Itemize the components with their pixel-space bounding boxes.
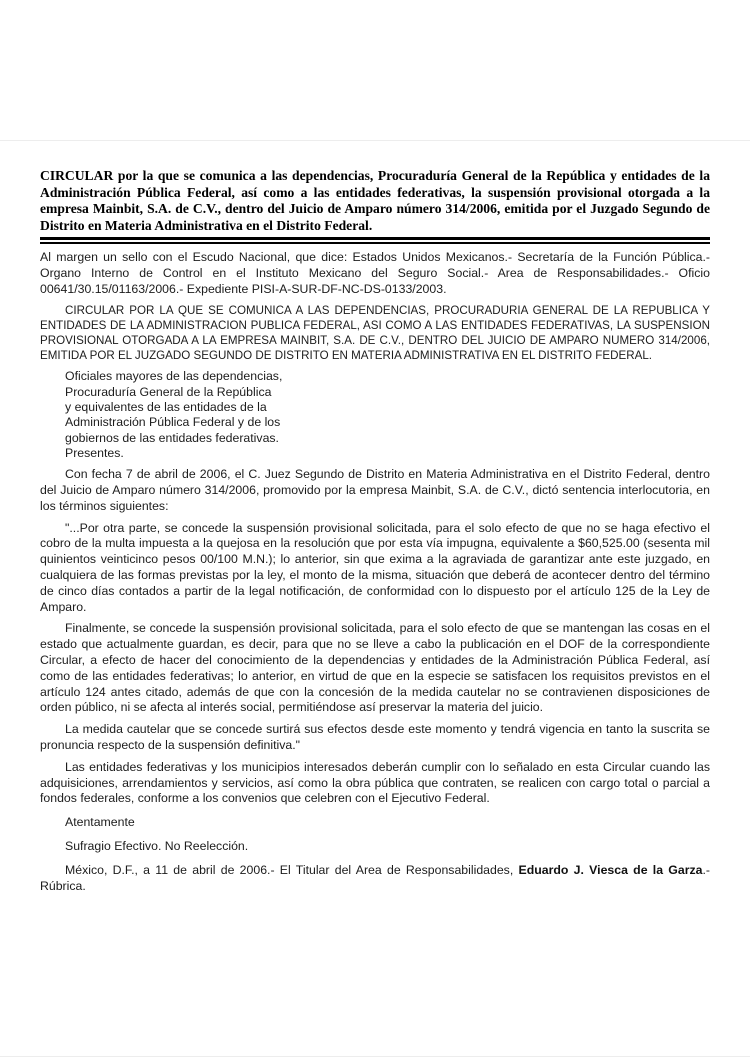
circular-heading-caps: CIRCULAR POR LA QUE SE COMUNICA A LAS DEPENDENCIAS, PROCURADURIA GENERAL DE LA REPUBLICA Y ENTIDADES DE LA ADMINISTRACION PUBLICA FEDERAL, ASI COMO A LAS ENTIDADES FEDERATIVAS, LA SUSPENSION PROVISIONAL OTORGADA A LA EMPRESA MAINBIT, S.A. DE C.V., DENTRO DEL JUICIO DE AMPARO NUMERO 314/2006, EMITIDA POR EL JUZGADO SEGUNDO DE DISTRITO EN MATERIA ADMINISTRATIVA EN EL DISTRITO FEDERAL. <box>40 304 710 363</box>
closing-atentamente: Atentamente <box>65 815 135 830</box>
page-break-separator-bottom <box>0 1056 750 1057</box>
document-body <box>40 168 710 894</box>
body-paragraph-entidades-federativas: Las entidades federativas y los municipios interesados deberán cumplir con lo señalado en esta Circular cuando las adquisiciones, arrendamientos y servicios, así como la obra pública que contraten, se realicen con cargo total o parcial a fondos federales, conforme a los convenios que celebren con el Ejecutivo Federal. <box>40 759 710 806</box>
body-paragraph-medida-cautelar: La medida cautelar que se concede surtirá sus efectos desde este momento y tendrá vigencia en tanto la suscrita se pronuncia respecto de la suspensión definitiva." <box>40 722 710 752</box>
double-rule-divider <box>40 237 710 244</box>
addressee-line: y equivalentes de las entidades de la <box>65 399 267 414</box>
addressee-line: gobiernos de las entidades federativas. <box>65 430 279 445</box>
signature-suffix: .- Rúbrica. <box>40 862 711 893</box>
signer-name: Eduardo J. Viesca de la Garza <box>518 862 703 877</box>
body-paragraph-intro: Con fecha 7 de abril de 2006, el C. Juez Segundo de Distrito en Materia Administrativa en el Distrito Federal, dentro del Juicio de Amparo número 314/2006, promovido por la empresa Mainbit, S.A. de C.V., dictó sentencia interlocutoria, en los términos siguientes: <box>40 467 710 513</box>
addressee-line: Presentes. <box>65 445 124 460</box>
addressee-line: Oficiales mayores de las dependencias, <box>65 369 283 384</box>
closing-sufragio: Sufragio Efectivo. No Reelección. <box>65 838 249 853</box>
margin-seal-paragraph: Al margen un sello con el Escudo Nacional, que dice: Estados Unidos Mexicanos.- Secretaría de la Función Pública.- Organo Interno de Control en el Instituto Mexicano del Seguro Social.- Area de Responsabilidades.- Oficio 00641/30.15/01163/2006.- Expediente PISI-A-SUR-DF-NC-DS-0133/2003. <box>40 250 710 296</box>
page-break-separator-top <box>0 140 750 141</box>
body-paragraph-quote-finalmente: Finalmente, se concede la suspensión provisional solicitada, para el solo efecto de que se mantengan las cosas en el estado que actualmente guardan, es decir, para que no se lleve a cabo la publicación en el DOF de la correspondiente Circular, a efecto de hacer del conocimiento de la dependencias y entidades de la Administración Pública Federal, así como de las entidades federativas; lo anterior, en virtud de que en la especie se satisfacen los requisitos previstos en el artículo 124 antes citado, además de que con la concesión de la medida cautelar no se contravienen disposiciones de orden público, ni se afecta al interés social, permitiéndose así preservar la materia del juicio. <box>40 621 710 715</box>
addressee-line: Procuraduría General de la República <box>65 384 272 399</box>
addressee-block <box>65 369 710 461</box>
signature-prefix: México, D.F., a 11 de abril de 2006.- El Titular del Area de Responsabilidades, <box>65 862 519 877</box>
addressee-line: Administración Pública Federal y de los <box>65 415 281 430</box>
circular-title: CIRCULAR por la que se comunica a las dependencias, Procuraduría General de la República y entidades de la Administración Pública Federal, así como a las entidades federativas, la suspensión provisional otorgada a la empresa Mainbit, S.A. de C.V., dentro del Juicio de Amparo número 314/2006, emitida por el Juzgado Segundo de Distrito en Materia Administrativa en el Distrito Federal. <box>40 168 710 233</box>
body-paragraph-quote-suspension: "...Por otra parte, se concede la suspensión provisional solicitada, para el solo efecto de que no se haga efectivo el cobro de la multa impuesta a la quejosa en la resolución que por esta vía impugna, equivalente a $60,525.00 (sesenta mil quinientos veinticinco pesos 00/100 M.N.); lo anterior, sin que exima a la agraviada de garantizar ante este juzgado, en cualquiera de las formas previstas por la ley, el monto de la misma, situación que deberá de acontecer dentro del término de cinco días contados a partir de la legal notificación, de conformidad con lo dispuesto por el artículo 125 de la Ley de Amparo. <box>40 520 710 614</box>
signature-paragraph <box>40 863 710 895</box>
